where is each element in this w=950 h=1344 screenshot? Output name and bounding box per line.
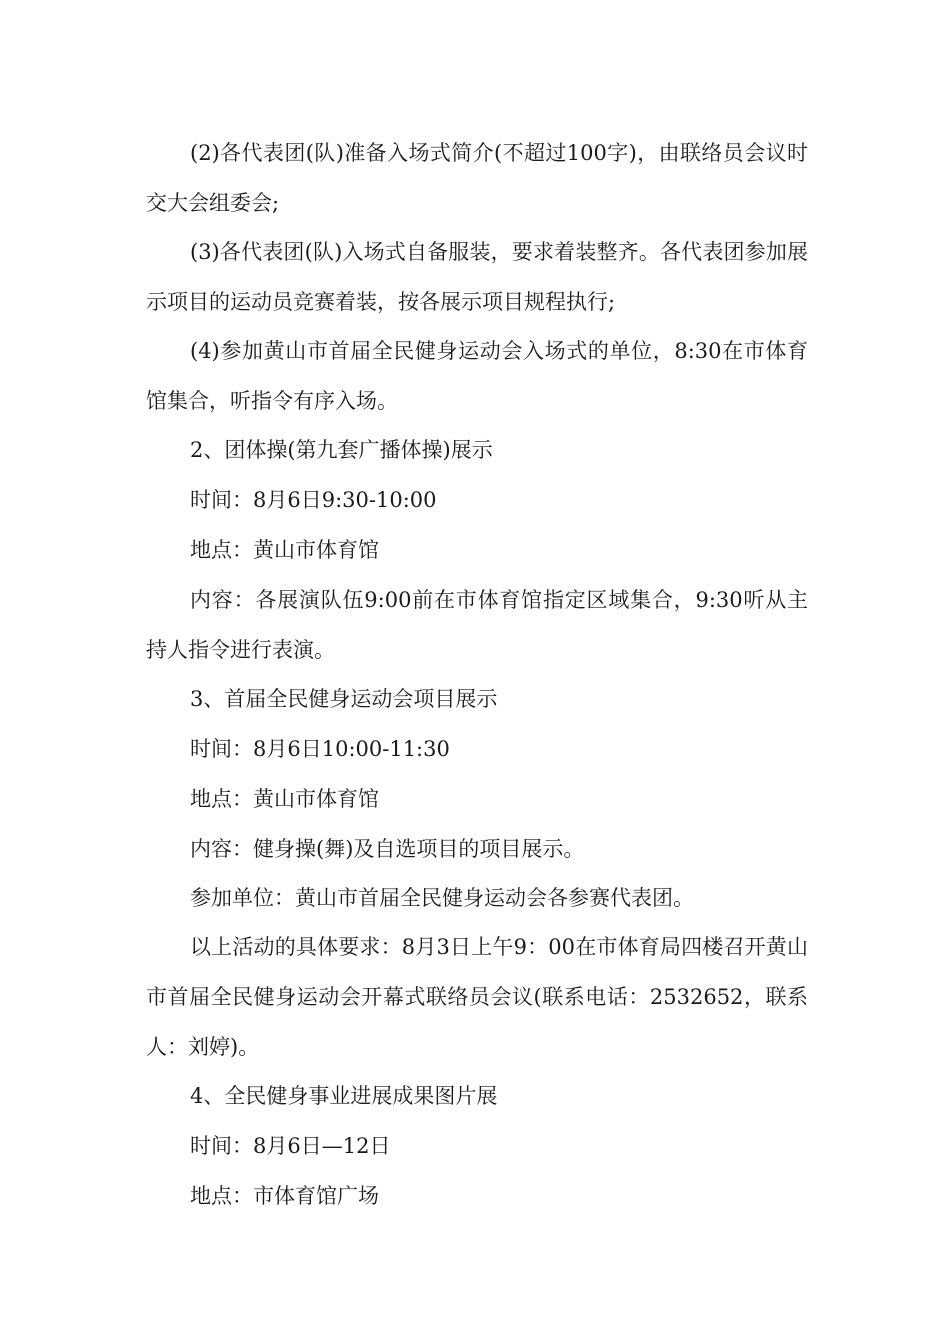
paragraph-participants: 参加单位：黄山市首届全民健身运动会各参赛代表团。: [190, 886, 694, 910]
paragraph-entry-costume: (3)各代表团(队)入场式自备服装，要求着装整齐。各代表团参加展示项目的运动员竞赛着装，按各展示项目规程执行;: [146, 240, 808, 314]
paragraph-time: 时间：8月6日10:00-11:30: [190, 737, 450, 761]
section-heading-project-show: 3、首届全民健身运动会项目展示: [190, 687, 498, 711]
paragraph-entry-intro: (2)各代表团(队)准备入场式简介(不超过100字)，由联络员会议时交大会组委会;: [146, 141, 808, 215]
paragraph-content: 内容：健身操(舞)及自选项目的项目展示。: [190, 837, 585, 861]
paragraph-time: 时间：8月6日—12日: [190, 1134, 391, 1158]
paragraph-location: 地点：黄山市体育馆: [190, 538, 379, 562]
paragraph-requirements: 以上活动的具体要求：8月3日上午9：00在市体育局四楼召开黄山市首届全民健身运动会开幕式联络员会议(联系电话：2532652，联系人：刘婷)。: [146, 935, 808, 1059]
paragraph-location: 地点：市体育馆广场: [190, 1184, 379, 1208]
paragraph-location: 地点：黄山市体育馆: [190, 787, 379, 811]
section-heading-group-exercise: 2、团体操(第九套广播体操)展示: [190, 438, 493, 462]
section-heading-photo-exhibit: 4、全民健身事业进展成果图片展: [190, 1084, 498, 1108]
paragraph-content: 内容：各展演队伍9:00前在市体育馆指定区域集合，9:30听从主持人指令进行表演。: [146, 588, 808, 662]
paragraph-entry-assembly: (4)参加黄山市首届全民健身运动会入场式的单位，8:30在市体育馆集合，听指令有序入场。: [146, 339, 808, 413]
paragraph-time: 时间：8月6日9:30-10:00: [190, 488, 437, 512]
